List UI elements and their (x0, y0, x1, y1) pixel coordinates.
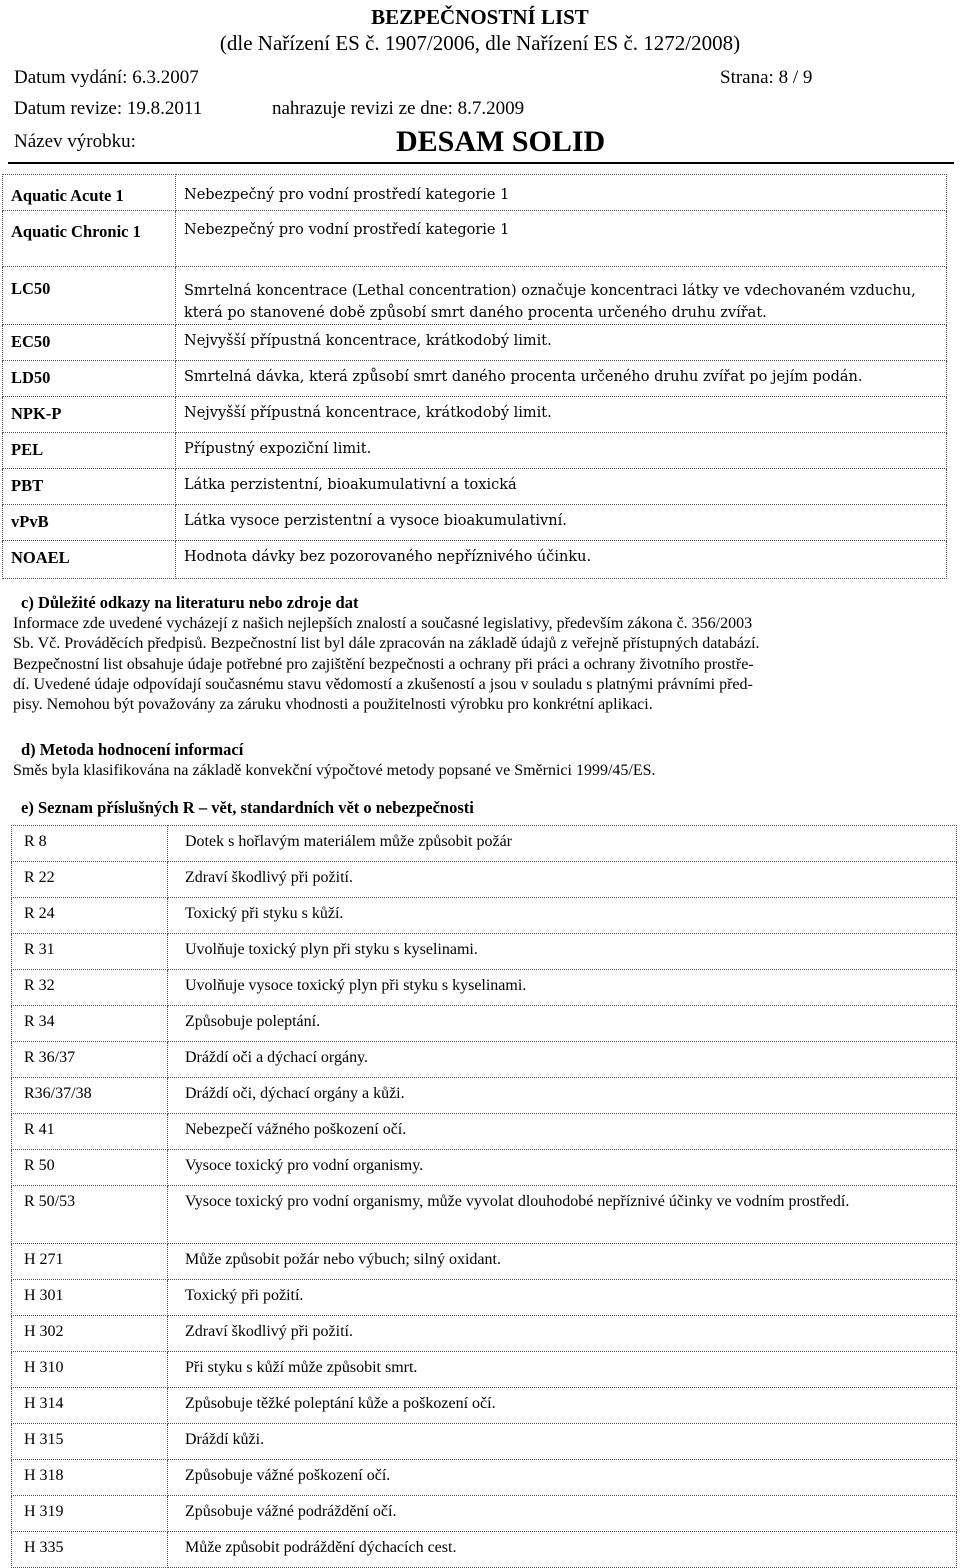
replaces-line (272, 97, 524, 121)
revision-date: 19.8.2011 (126, 98, 203, 119)
abbr-value: Přípustný expoziční limit. (176, 433, 947, 469)
phrase-code: H 310 (12, 1352, 168, 1388)
abbr-key: PBT (3, 469, 176, 505)
abbr-value: Smrtelná koncentrace (Lethal concentration) označuje koncentraci látky ve vdechovaném vzduchu, která po stanovené době způsobí smrt daného procenta určeného druhu zvířat. (176, 267, 947, 325)
phrases-table (11, 825, 957, 1568)
table-row (12, 1532, 957, 1568)
section-c-heading: c) Důležité odkazy na literaturu nebo zdroje dat (21, 593, 359, 612)
abbr-key: Aquatic Chronic 1 (3, 211, 176, 267)
product-label: Název výrobku: (14, 131, 136, 152)
abbr-value: Nejvyšší přípustná koncentrace, krátkodobý limit. (176, 325, 947, 361)
abbr-value: Látka perzistentní, bioakumulativní a toxická (176, 469, 947, 505)
phrase-text: Vysoce toxický pro vodní organismy, může vyvolat dlouhodobé nepříznivé účinky ve vodním prostředí. (168, 1186, 957, 1244)
section-c-line: pisy. Nemohou být považovány za záruku vhodnosti a použitelnosti výrobku pro konkrétní aplikaci. (13, 696, 653, 714)
phrase-text: Vysoce toxický pro vodní organismy. (168, 1150, 957, 1186)
section-c-line: Informace zde uvedené vycházejí z našich nejlepších znalostí a současné legislativy, především zákona č. 356/2003 (13, 615, 753, 632)
table-row (3, 505, 947, 541)
page-number (720, 66, 812, 90)
document-subtitle: (dle Nařízení ES č. 1907/2006, dle Nařízení ES č. 1272/2008) (219, 31, 741, 55)
abbr-value: Nejvyšší přípustná koncentrace, krátkodobý limit. (176, 397, 947, 433)
table-row (12, 826, 957, 862)
table-row (3, 175, 947, 211)
replaces-date: 8.7.2009 (457, 98, 525, 119)
product-name: DESAM SOLID (396, 125, 606, 158)
phrase-text: Způsobuje vážné podráždění očí. (168, 1496, 957, 1532)
phrase-code: H 302 (12, 1316, 168, 1352)
phrase-text: Zdraví škodlivý při požití. (168, 862, 957, 898)
phrase-text: Dotek s hořlavým materiálem může způsobit požár (168, 826, 957, 862)
abbr-key: PEL (3, 433, 176, 469)
phrase-text: Způsobuje těžké poleptání kůže a poškození očí. (168, 1388, 957, 1424)
phrase-code: R 50/53 (12, 1186, 168, 1244)
phrase-code: R 36/37 (12, 1042, 168, 1078)
document-title: BEZPEČNOSTNÍ LIST (371, 5, 589, 29)
table-row (3, 397, 947, 433)
phrase-text: Nebezpečí vážného poškození očí. (168, 1114, 957, 1150)
phrase-code: R 34 (12, 1006, 168, 1042)
section-c-line: dí. Uvedené údaje odpovídají současnému stavu vědomostí a zkušeností a jsou v souladu s platnými právními před- (13, 675, 753, 693)
section-literature (13, 592, 949, 715)
table-row (3, 211, 947, 267)
abbr-key: LD50 (3, 361, 176, 397)
table-row (12, 934, 957, 970)
phrase-code: R 22 (12, 862, 168, 898)
section-e-heading: e) Seznam příslušných R – vět, standardních vět o nebezpečnosti (21, 798, 474, 817)
phrase-code: R 24 (12, 898, 168, 934)
table-row (12, 862, 957, 898)
phrase-code: H 314 (12, 1388, 168, 1424)
phrase-code: H 318 (12, 1460, 168, 1496)
phrase-text: Při styku s kůží může způsobit smrt. (168, 1352, 957, 1388)
revision-label: Datum revize: (14, 98, 123, 119)
phrase-text: Uvolňuje toxický plyn při styku s kyselinami. (168, 934, 957, 970)
abbr-value: Látka vysoce perzistentní a vysoce bioakumulativní. (176, 505, 947, 541)
abbr-key: Aquatic Acute 1 (3, 175, 176, 211)
table-row (12, 1042, 957, 1078)
table-row (3, 361, 947, 397)
table-row (12, 1150, 957, 1186)
phrase-code: H 319 (12, 1496, 168, 1532)
section-d-text: Směs byla klasifikována na základě konvekční výpočtové metody popsané ve Směrnici 1999/45/ES. (13, 762, 656, 779)
table-row (3, 433, 947, 469)
table-row (12, 1460, 957, 1496)
phrase-text: Dráždí oči, dýchací orgány a kůži. (168, 1078, 957, 1114)
abbr-key: LC50 (3, 267, 176, 325)
phrase-code: R 31 (12, 934, 168, 970)
phrase-text: Způsobuje vážné poškození očí. (168, 1460, 957, 1496)
table-row (12, 1388, 957, 1424)
table-row (3, 469, 947, 505)
abbr-key: EC50 (3, 325, 176, 361)
header-divider (8, 162, 954, 164)
table-row (12, 1186, 957, 1244)
phrase-code: H 335 (12, 1532, 168, 1568)
table-row (12, 1352, 957, 1388)
phrase-code: R36/37/38 (12, 1078, 168, 1114)
page-label: Strana: (720, 67, 774, 88)
phrase-code: R 8 (12, 826, 168, 862)
abbr-key: NOAEL (3, 541, 176, 579)
phrase-code: R 32 (12, 970, 168, 1006)
issue-date: 6.3.2007 (132, 67, 199, 88)
abbr-value: Hodnota dávky bez pozorovaného nepříznivého účinku. (176, 541, 947, 579)
table-row (12, 1244, 957, 1280)
section-c-line: Bezpečnostní list obsahuje údaje potřebné pro zajištění bezpečnosti a ochrany při práci a ochrany životního prostře- (13, 655, 754, 673)
abbr-value: Nebezpečný pro vodní prostředí kategorie 1 (176, 211, 947, 267)
table-row (12, 1280, 957, 1316)
phrase-text: Způsobuje poleptání. (168, 1006, 957, 1042)
phrase-code: H 301 (12, 1280, 168, 1316)
table-row (12, 1424, 957, 1460)
phrase-text: Může způsobit podráždění dýchacích cest. (168, 1532, 957, 1568)
section-c-line: Sb. Vč. Prováděcích předpisů. Bezpečnostní list byl dále zpracován na základě údajů z veřejně přístupných databází. (13, 635, 760, 653)
phrase-code: R 41 (12, 1114, 168, 1150)
table-row (12, 1114, 957, 1150)
abbr-value: Smrtelná dávka, která způsobí smrt daného procenta určeného druhu zvířat po jejím podán. (176, 361, 947, 397)
section-method (13, 739, 949, 781)
table-row (12, 1006, 957, 1042)
phrase-text: Dráždí oči a dýchací orgány. (168, 1042, 957, 1078)
phrase-code: H 271 (12, 1244, 168, 1280)
phrase-code: R 50 (12, 1150, 168, 1186)
phrase-text: Toxický při požití. (168, 1280, 957, 1316)
abbr-key: vPvB (3, 505, 176, 541)
table-row (12, 1078, 957, 1114)
table-row (12, 898, 957, 934)
abbr-key: NPK-P (3, 397, 176, 433)
section-phrases (13, 797, 949, 819)
issue-date-line (14, 66, 199, 90)
table-row (12, 1496, 957, 1532)
replaces-label: nahrazuje revizi ze dne: (272, 98, 453, 119)
abbr-value: Nebezpečný pro vodní prostředí kategorie 1 (176, 175, 947, 211)
table-row (3, 541, 947, 579)
section-d-heading: d) Metoda hodnocení informací (21, 740, 244, 759)
issue-label: Datum vydání: (14, 67, 128, 88)
phrase-text: Dráždí kůži. (168, 1424, 957, 1460)
phrase-text: Může způsobit požár nebo výbuch; silný oxidant. (168, 1244, 957, 1280)
phrase-code: H 315 (12, 1424, 168, 1460)
table-row (12, 1316, 957, 1352)
table-row (3, 325, 947, 361)
phrase-text: Toxický při styku s kůží. (168, 898, 957, 934)
revision-date-line (14, 97, 202, 121)
phrase-text: Zdraví škodlivý při požití. (168, 1316, 957, 1352)
table-row (3, 267, 947, 325)
table-row (12, 970, 957, 1006)
abbreviations-table (2, 174, 947, 579)
phrase-text: Uvolňuje vysoce toxický plyn při styku s kyselinami. (168, 970, 957, 1006)
page-value: 8 / 9 (778, 67, 813, 88)
